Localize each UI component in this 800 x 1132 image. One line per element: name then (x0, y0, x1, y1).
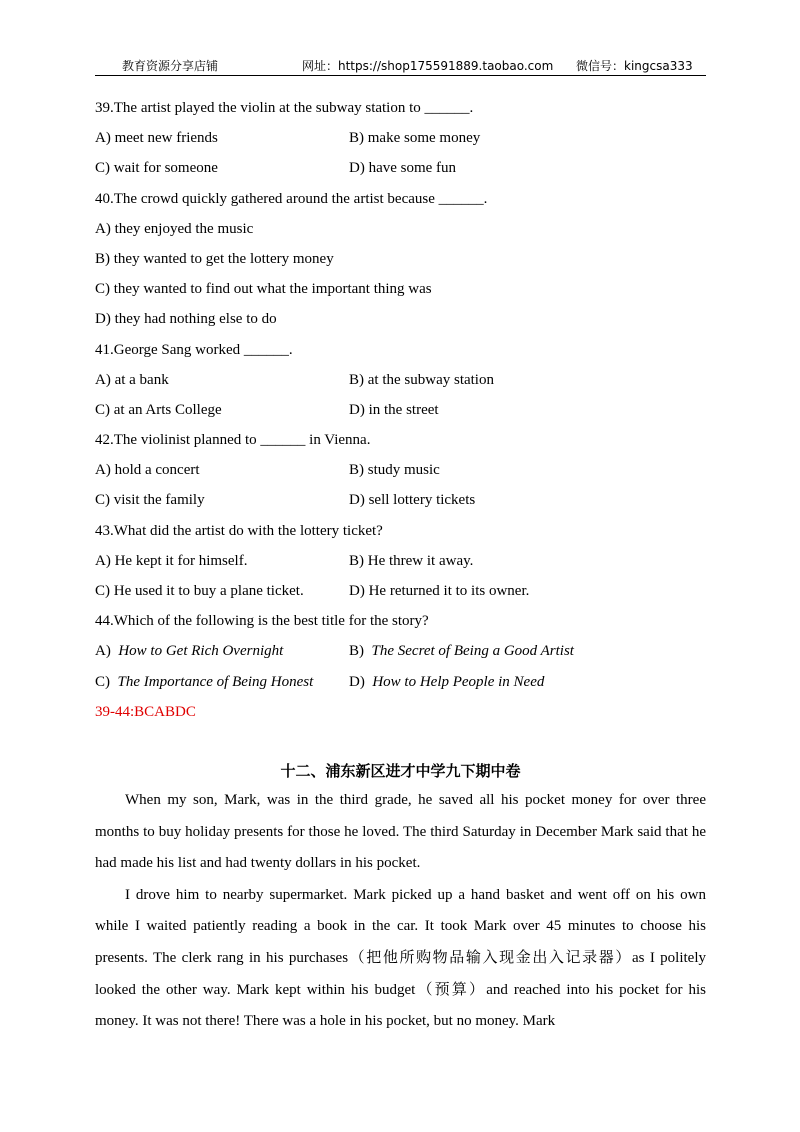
option: B) at the subway station (349, 371, 494, 388)
option: B) make some money (349, 130, 481, 147)
header-website: 网址：https://shop175591889.taobao.com (302, 59, 554, 73)
option: A) hold a concert (95, 462, 200, 479)
option: C) they wanted to find out what the important thing was (95, 281, 432, 298)
page-header (95, 55, 706, 76)
option-row (95, 395, 706, 425)
option-letter: D) (349, 673, 365, 690)
option: C) visit the family (95, 492, 205, 509)
option: A) they enjoyed the music (95, 220, 254, 237)
option-title: The Secret of Being a Good Artist (371, 643, 574, 660)
option-row (95, 546, 706, 576)
answer-key: 39-44:BCABDC (95, 703, 196, 720)
option: C) wait for someone (95, 160, 218, 177)
option: B) they wanted to get the lottery money (95, 250, 334, 267)
question-stem: 44.Which of the following is the best title for the story? (95, 613, 429, 630)
option: D) have some fun (349, 160, 457, 177)
option: B) study music (349, 462, 440, 479)
option-letter: A) (95, 643, 111, 660)
question-stem: 43.What did the artist do with the lottery ticket? (95, 522, 383, 539)
passage-paragraph: When my son, Mark, was in the third grade, he saved all his pocket money for over three months to buy holiday presents for those he loved. The third Saturday in December Mark said that he had made his list and had twenty dollars in his pocket. (95, 792, 706, 872)
reading-passage (95, 785, 706, 1038)
question-list (95, 93, 706, 727)
option-title: The Importance of Being Honest (117, 673, 314, 690)
option: C) He used it to buy a plane ticket. (95, 583, 304, 599)
option (95, 667, 313, 697)
option-row (95, 485, 706, 515)
option-row (95, 123, 706, 153)
option-row (95, 576, 706, 606)
option (349, 636, 574, 666)
passage-paragraph: I drove him to nearby supermarket. Mark picked up a hand basket and went off on his own while I waited patiently reading a book in the car. It took Mark over 45 minutes to choose his presents. The clerk rang in his purchases（把他所购物品输入现金出入记录器）as I politely looked the other way. Mark kept within his budget（预算）and reached into his pocket for his money. It was not there! There was a hole in his pocket, but no money. Mark (95, 886, 706, 1030)
question-stem: 42.The violinist planned to ______ in Vienna. (95, 432, 371, 449)
option-row (95, 153, 706, 183)
option (95, 636, 283, 666)
question-stem: 39.The artist played the violin at the subway station to ______. (95, 100, 474, 116)
section-title: 十二、浦东新区进才中学九下期中卷 (280, 762, 521, 780)
option-row (95, 365, 706, 395)
option-title: How to Help People in Need (372, 673, 545, 690)
header-wechat: 微信号：kingcsa333 (576, 59, 693, 73)
option: D) He returned it to its owner. (349, 583, 530, 599)
question-stem: 40.The crowd quickly gathered around the artist because ______. (95, 190, 488, 207)
option: A) meet new friends (95, 130, 218, 147)
option: D) in the street (349, 401, 439, 418)
option-row (95, 455, 706, 485)
option: C) at an Arts College (95, 401, 222, 418)
option-row (95, 636, 706, 666)
header-shop-name: 教育资源分享店铺 (122, 59, 219, 73)
option: B) He threw it away. (349, 552, 474, 569)
option: D) they had nothing else to do (95, 311, 277, 328)
option: D) sell lottery tickets (349, 492, 476, 509)
option-letter: C) (95, 673, 110, 690)
option (349, 667, 544, 697)
option: A) at a bank (95, 371, 169, 388)
question-stem: 41.George Sang worked ______. (95, 341, 293, 358)
option-row (95, 667, 706, 697)
option-title: How to Get Rich Overnight (118, 643, 284, 660)
option: A) He kept it for himself. (95, 552, 248, 569)
option-letter: B) (349, 643, 364, 660)
